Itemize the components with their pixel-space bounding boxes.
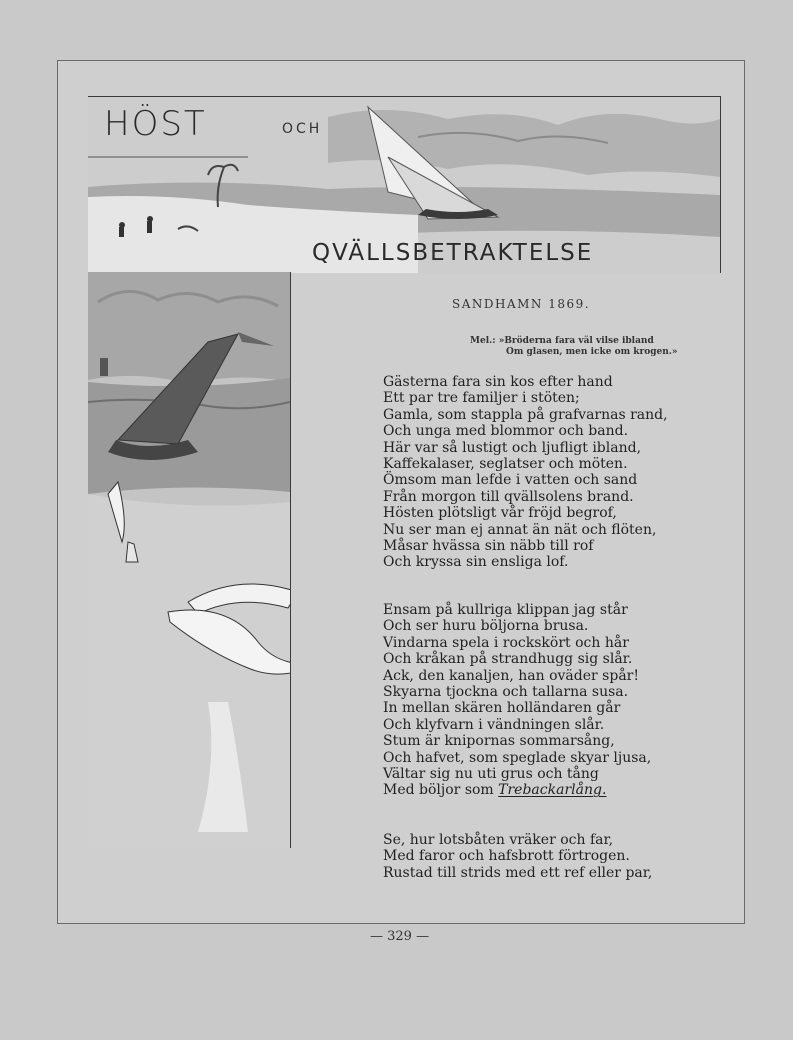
poem-line-italic: Trebackarlång.	[498, 782, 607, 799]
poem-line: Och kryssa sin ensliga lof.	[383, 554, 569, 571]
poem-line: Kaffekalaser, seglatser och möten.	[383, 456, 628, 473]
poem-line: Och unga med blommor och band.	[383, 423, 629, 440]
poem-line: Stum är knipornas sommarsång,	[383, 733, 615, 750]
poem-line: Ensam på kullriga klippan jag står	[383, 602, 628, 618]
poem-line: Se, hur lotsbåten vräker och far,	[383, 832, 614, 848]
poem-stanza-1	[383, 374, 668, 571]
poem-line-prefix: Med böljor som	[383, 782, 499, 799]
poem-line-last	[383, 782, 651, 798]
poem-line: Gamla, som stappla på grafvarnas rand,	[383, 406, 668, 423]
title-och: OCH	[282, 121, 323, 137]
poem-line: Här var så lustigt och ljufligt ibland,	[383, 439, 642, 456]
poem-line: Och klyfvarn i vändningen slår.	[383, 716, 605, 733]
poem-line: Ack, den kanaljen, han oväder spår!	[383, 667, 639, 684]
place-date: SANDHAMN 1869.	[452, 297, 591, 311]
melody-note	[470, 336, 710, 358]
poem-line: Skyarna tjockna och tallarna susa.	[383, 684, 629, 701]
side-illustration	[88, 272, 291, 848]
page-number: — 329 —	[370, 929, 430, 944]
melody-line: Om glasen, men icke om krogen.»	[506, 347, 678, 357]
poem-line: Ömsom man lefde i vatten och sand	[383, 472, 638, 489]
title-host: HÖST	[104, 104, 207, 144]
poem-line: Från morgon till qvällsolens brand.	[383, 488, 634, 505]
poem-stanza-2	[383, 602, 651, 799]
poem-line: Hösten plötsligt vår fröjd begrof,	[383, 505, 617, 522]
melody-line: Mel.: »Bröderna fara väl vilse ibland	[470, 336, 654, 346]
poem-line: Och ser huru böljorna brusa.	[383, 618, 589, 635]
poem-line: Och kråkan på strandhugg sig slår.	[383, 651, 633, 668]
poem-line: Med faror och hafsbrott förtrogen.	[383, 848, 630, 865]
poem-line: Ett par tre familjer i stöten;	[383, 390, 580, 407]
poem-stanza-3	[383, 832, 652, 881]
poem-line: Nu ser man ej annat än nät och flöten,	[383, 521, 657, 538]
poem-line: Rustad till strids med ett ref eller par,	[383, 864, 653, 881]
poem-line: Måsar hvässa sin näbb till rof	[383, 538, 594, 555]
poem-line: Vältar sig nu uti grus och tång	[383, 766, 599, 783]
title-qvallsbetraktelse: QVÄLLSBETRAKTELSE	[312, 240, 594, 266]
poem-line: Och hafvet, som speglade skyar ljusa,	[383, 749, 652, 766]
poem-line: Vindarna spela i rockskört och hår	[383, 634, 629, 651]
poem-line: Gästerna fara sin kos efter hand	[383, 374, 613, 390]
poem-line: In mellan skären holländaren går	[383, 700, 621, 717]
